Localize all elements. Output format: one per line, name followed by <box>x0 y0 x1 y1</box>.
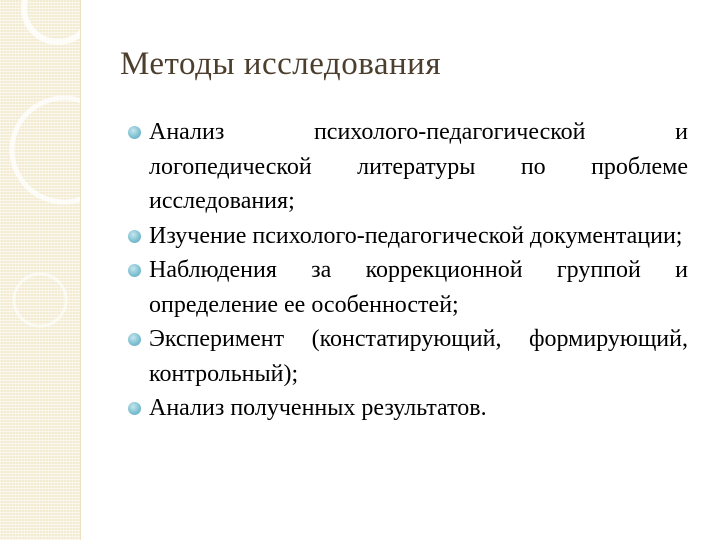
list-item-text: Анализ психолого-педагогической и логопедической литературы по проблеме исследования; <box>149 119 688 214</box>
list-item <box>128 253 688 322</box>
list-item-text: Изучение психолого-педагогической документации; <box>149 222 683 249</box>
decorative-side-strip <box>0 0 81 540</box>
list-item <box>128 115 688 219</box>
list-item-text: Анализ полученных результатов. <box>149 395 487 421</box>
list-item-text: Наблюдения за коррекционной группой и определение ее особенностей; <box>149 257 688 318</box>
list-item <box>128 391 688 426</box>
bullet-dot-icon <box>128 126 141 139</box>
decorative-circles-icon <box>0 0 80 540</box>
list-item <box>128 322 688 391</box>
bullet-dot-icon <box>128 264 141 277</box>
list-item <box>128 219 688 254</box>
bullet-dot-icon <box>128 402 141 415</box>
bullet-dot-icon <box>128 333 141 346</box>
list-item-text: Эксперимент (констатирующий, формирующий, контрольный); <box>149 326 688 387</box>
methods-list <box>128 115 688 426</box>
slide-title: Методы исследования <box>120 46 442 82</box>
bullet-dot-icon <box>128 230 141 243</box>
